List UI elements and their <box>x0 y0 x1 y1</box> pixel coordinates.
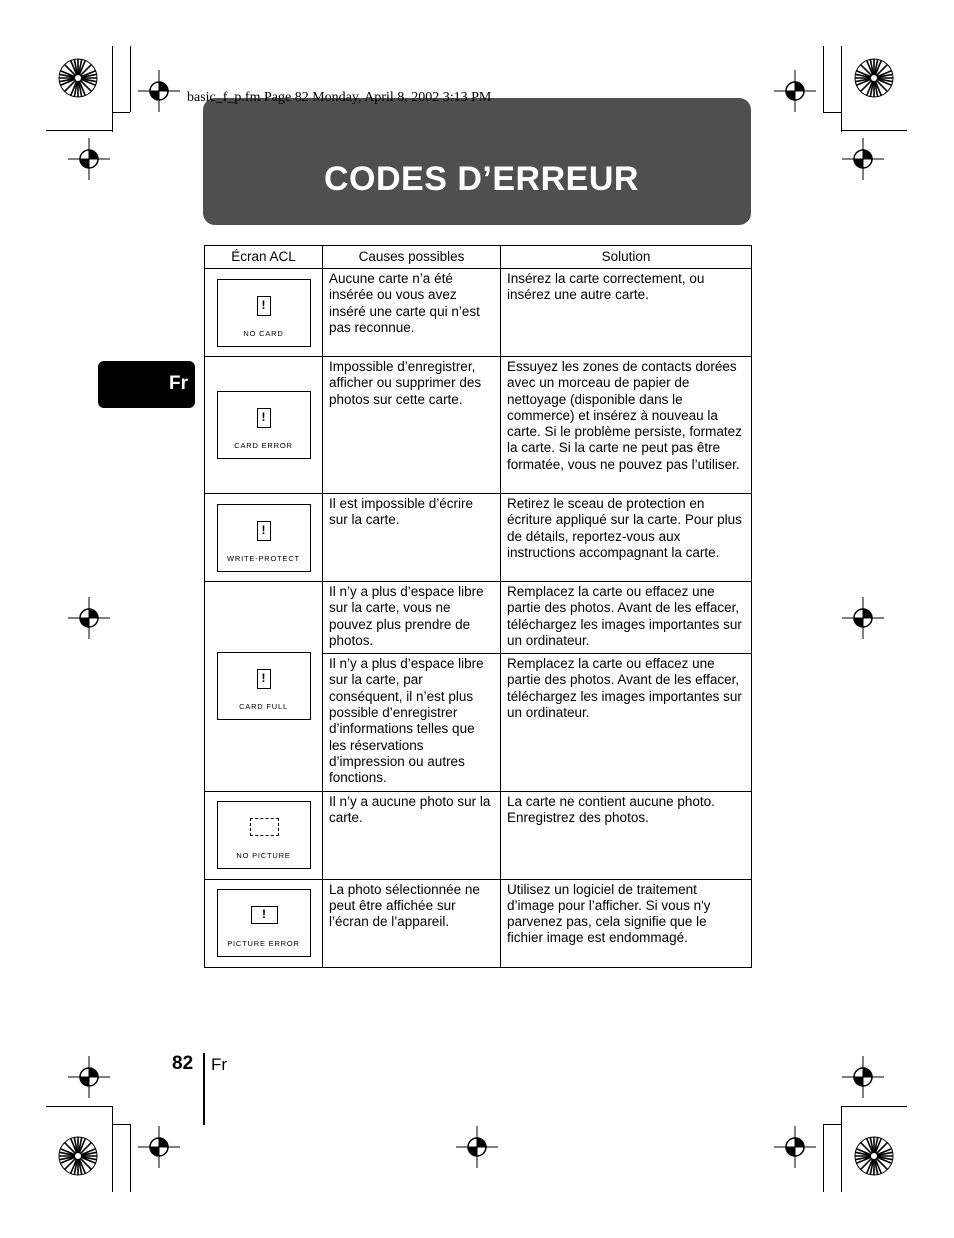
solution-cell: Insérez la carte correctement, ou insérez une autre carte. <box>501 269 752 357</box>
solution-cell: Utilisez un logiciel de traitement d’image pour l’afficher. Si vous n'y parvenez pas, cela signifie que le fichier image est endommagé. <box>501 879 752 967</box>
lcd-cell <box>205 494 323 582</box>
lcd-screen <box>217 391 311 459</box>
cause-cell: Aucune carte n’a été insérée ou vous avez inséré une carte qui n’est pas reconnue. <box>323 269 501 357</box>
table-row <box>205 791 752 879</box>
registration-target-icon <box>842 597 884 639</box>
lcd-message: NO CARD <box>243 328 284 338</box>
cause-cell: Impossible d’enregistrer, afficher ou supprimer des photos sur cette carte. <box>323 357 501 494</box>
language-tab-label: Fr <box>169 373 188 394</box>
star-target-icon <box>854 58 894 98</box>
star-target-icon <box>58 1136 98 1176</box>
cause-cell: Il n’y a plus d’espace libre sur la carte, vous ne pouvez plus prendre de photos. <box>323 582 501 654</box>
lcd-message: CARD FULL <box>239 702 288 712</box>
solution-cell: Essuyez les zones de contacts dorées avec un morceau de papier de nettoyage (disponible dans le commerce) et insérez à nouveau la carte. Si le problème persiste, formatez la carte. Si la carte ne peut pas être formatée, vous ne pouvez pas l’utiliser. <box>501 357 752 494</box>
solution-cell: Remplacez la carte ou effacez une partie des photos. Avant de les effacer, téléchargez les images importantes sur un ordinateur. <box>501 654 752 791</box>
lcd-cell <box>205 357 323 494</box>
column-header-screen: Écran ACL <box>205 246 323 269</box>
file-header-note: basic_f_p.fm Page 82 Monday, April 8, 2002 3:13 PM <box>187 90 492 105</box>
column-header-causes: Causes possibles <box>323 246 501 269</box>
registration-target-icon <box>774 1126 816 1168</box>
card-warning-icon: ! <box>257 408 271 428</box>
page-number: 82 <box>172 1053 194 1074</box>
card-warning-icon: ! <box>257 669 271 689</box>
title-banner <box>203 98 751 225</box>
lcd-cell <box>205 582 323 792</box>
registration-target-icon <box>138 70 180 112</box>
footer-divider <box>203 1053 205 1125</box>
registration-target-icon <box>456 1126 498 1168</box>
cause-cell: Il n’y a aucune photo sur la carte. <box>323 791 501 879</box>
lcd-screen <box>217 801 311 869</box>
lcd-message: WRITE-PROTECT <box>227 553 300 563</box>
error-codes-table <box>204 245 752 968</box>
cause-cell: Il est impossible d’écrire sur la carte. <box>323 494 501 582</box>
column-header-solution: Solution <box>501 246 752 269</box>
table-row <box>205 879 752 967</box>
lcd-screen <box>217 279 311 347</box>
page-title: CODES D’ERREUR <box>324 160 639 198</box>
registration-target-icon <box>774 70 816 112</box>
card-warning-icon: ! <box>257 296 271 316</box>
lcd-cell <box>205 791 323 879</box>
footer-language: Fr <box>211 1055 228 1074</box>
lcd-screen <box>217 889 311 957</box>
star-target-icon <box>854 1136 894 1176</box>
solution-cell: Remplacez la carte ou effacez une partie des photos. Avant de les effacer, téléchargez les images importantes sur un ordinateur. <box>501 582 752 654</box>
table-row <box>205 269 752 357</box>
registration-target-icon <box>68 597 110 639</box>
registration-target-icon <box>842 1056 884 1098</box>
registration-target-icon <box>68 1056 110 1098</box>
language-tab <box>98 361 195 408</box>
table-row <box>205 582 752 654</box>
star-target-icon <box>58 58 98 98</box>
lcd-message: CARD ERROR <box>234 441 293 450</box>
cause-cell: La photo sélectionnée ne peut être affichée sur l’écran de l’appareil. <box>323 879 501 967</box>
cause-cell: Il n’y a plus d’espace libre sur la carte, par conséquent, il n’est plus possible d’enregistrer d’informations telles que les réservations d’impression ou autres fonctions. <box>323 654 501 791</box>
lcd-message: NO PICTURE <box>236 851 291 861</box>
lcd-cell <box>205 879 323 967</box>
solution-cell: Retirez le sceau de protection en écriture appliqué sur la carte. Pour plus de détails, reportez-vous aux instructions accompagnant la carte. <box>501 494 752 582</box>
table-row <box>205 494 752 582</box>
empty-frame-icon <box>250 818 279 836</box>
table-header-row <box>205 246 752 269</box>
picture-warning-icon: ! <box>251 906 278 924</box>
table-row <box>205 357 752 494</box>
registration-target-icon <box>842 138 884 180</box>
lcd-screen <box>217 504 311 572</box>
card-warning-icon: ! <box>257 521 271 541</box>
lcd-screen <box>217 652 311 720</box>
solution-cell: La carte ne contient aucune photo. Enregistrez des photos. <box>501 791 752 879</box>
lcd-message: PICTURE ERROR <box>227 939 300 949</box>
registration-target-icon <box>138 1126 180 1168</box>
lcd-cell <box>205 269 323 357</box>
registration-target-icon <box>68 138 110 180</box>
